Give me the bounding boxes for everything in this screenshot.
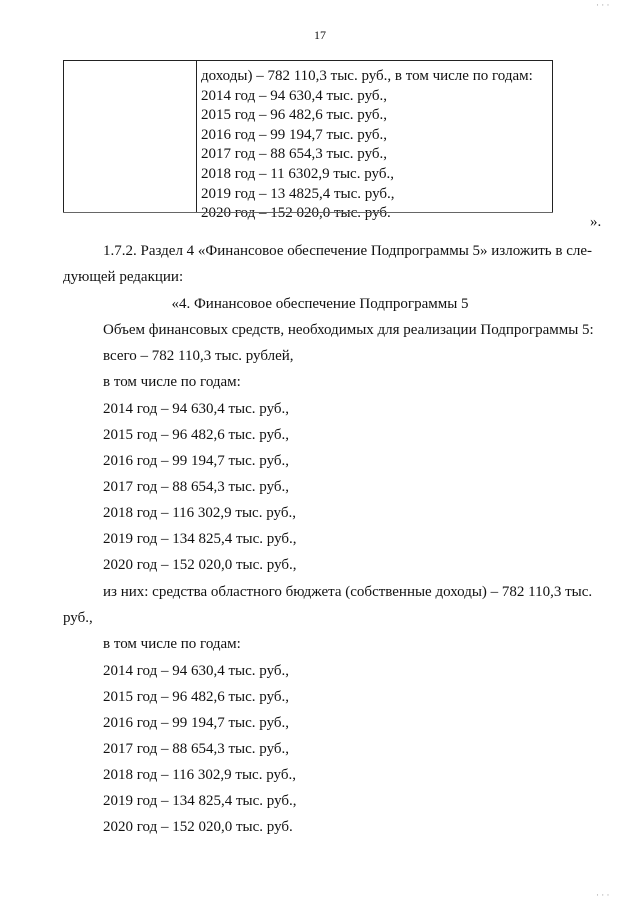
table-line: 2016 год – 99 194,7 тыс. руб., — [201, 126, 388, 143]
year-line: 2014 год – 94 630,4 тыс. руб., — [103, 663, 290, 679]
by-years-label: в том числе по годам: — [103, 636, 241, 652]
closing-quote: ». — [590, 214, 602, 230]
year-line: 2016 год – 99 194,7 тыс. руб., — [103, 715, 290, 731]
paragraph-line: 1.7.2. Раздел 4 «Финансовое обеспечение Подпрограммы 5» изложить в сле- — [103, 243, 593, 259]
year-line: 2018 год – 116 302,9 тыс. руб., — [103, 767, 296, 783]
year-line: 2019 год – 134 825,4 тыс. руб., — [103, 531, 297, 547]
year-line: 2020 год – 152 020,0 тыс. руб. — [103, 819, 293, 835]
from-them-text-cont: руб., — [63, 610, 93, 626]
section-heading: «4. Финансовое обеспечение Подпрограммы 5 — [171, 296, 469, 312]
from-them-text: из них: средства областного бюджета (собственные доходы) – 782 110,3 тыс. — [103, 584, 593, 600]
table-line: доходы) – 782 110,3 тыс. руб., в том числе по годам: — [201, 68, 533, 84]
year-line: 2017 год – 88 654,3 тыс. руб., — [103, 741, 290, 757]
table-bottom-border — [63, 212, 553, 213]
table-line: 2019 год – 13 4825,4 тыс. руб., — [201, 185, 395, 202]
funding-table — [63, 60, 553, 222]
table-line: 2014 год – 94 630,4 тыс. руб., — [201, 87, 388, 104]
by-years-label: в том числе по годам: — [103, 374, 241, 390]
paragraph-line: дующей редакции: — [63, 269, 184, 285]
year-line: 2016 год – 99 194,7 тыс. руб., — [103, 453, 290, 469]
table-line: 2020 год – 152 020,0 тыс. руб. — [201, 205, 391, 222]
year-line: 2017 год – 88 654,3 тыс. руб., — [103, 479, 290, 495]
scan-mark: · · · — [596, 890, 610, 900]
year-line: 2015 год – 96 482,6 тыс. руб., — [103, 689, 290, 705]
table-line: 2015 год – 96 482,6 тыс. руб., — [201, 107, 388, 124]
year-line: 2019 год – 134 825,4 тыс. руб., — [103, 793, 297, 809]
year-line: 2015 год – 96 482,6 тыс. руб., — [103, 427, 290, 443]
year-line: 2018 год – 116 302,9 тыс. руб., — [103, 505, 296, 521]
table-line: 2017 год – 88 654,3 тыс. руб., — [201, 146, 388, 163]
table-column-divider — [196, 61, 197, 212]
table-cell-funding — [201, 67, 533, 224]
table-line: 2018 год – 11 6302,9 тыс. руб., — [201, 165, 394, 182]
page-number: 17 — [314, 28, 326, 42]
total-text: всего – 782 110,3 тыс. рублей, — [103, 348, 294, 364]
scan-mark: · · · — [596, 0, 610, 10]
year-line: 2014 год – 94 630,4 тыс. руб., — [103, 401, 290, 417]
year-line: 2020 год – 152 020,0 тыс. руб., — [103, 557, 297, 573]
volume-text: Объем финансовых средств, необходимых для реализации Подпрограммы 5: — [103, 322, 594, 338]
